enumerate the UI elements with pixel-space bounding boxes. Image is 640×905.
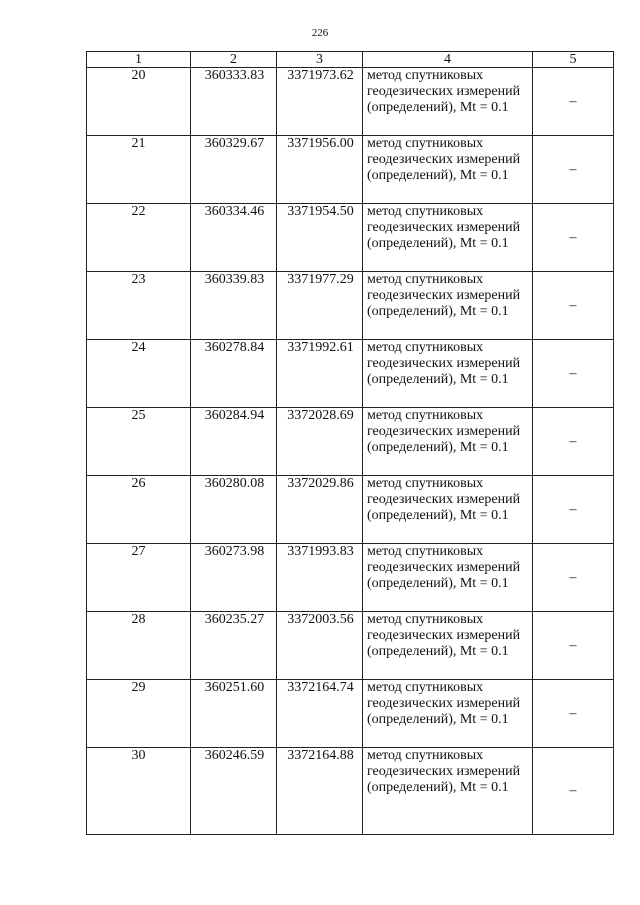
point-number: 23 (87, 272, 191, 340)
column-header-2: 2 (191, 52, 277, 68)
coordinate-y: 3372164.74 (277, 680, 363, 748)
method-description: метод спутниковых геодезических измерений (определений), Mt = 0.1 (363, 476, 533, 544)
coordinate-x: 360280.08 (191, 476, 277, 544)
coordinate-x: 360339.83 (191, 272, 277, 340)
coordinate-y: 3371977.29 (277, 272, 363, 340)
method-description: метод спутниковых геодезических измерений (определений), Mt = 0.1 (363, 272, 533, 340)
note-dash: – (533, 476, 614, 544)
note-dash: – (533, 136, 614, 204)
table-row (87, 748, 614, 835)
coordinate-y: 3371956.00 (277, 136, 363, 204)
method-description: метод спутниковых геодезических измерений (определений), Mt = 0.1 (363, 408, 533, 476)
column-header-4: 4 (363, 52, 533, 68)
table-row (87, 340, 614, 408)
coordinate-x: 360235.27 (191, 612, 277, 680)
point-number: 28 (87, 612, 191, 680)
column-header-3: 3 (277, 52, 363, 68)
table-header-row (87, 52, 614, 68)
method-description: метод спутниковых геодезических измерений (определений), Mt = 0.1 (363, 136, 533, 204)
note-dash: – (533, 680, 614, 748)
table-row (87, 204, 614, 272)
method-description: метод спутниковых геодезических измерений (определений), Mt = 0.1 (363, 544, 533, 612)
table-row (87, 476, 614, 544)
method-description: метод спутниковых геодезических измерений (определений), Mt = 0.1 (363, 204, 533, 272)
coordinate-x: 360329.67 (191, 136, 277, 204)
method-description: метод спутниковых геодезических измерений (определений), Mt = 0.1 (363, 612, 533, 680)
point-number: 20 (87, 68, 191, 136)
method-description: метод спутниковых геодезических измерений (определений), Mt = 0.1 (363, 680, 533, 748)
coordinate-y: 3372029.86 (277, 476, 363, 544)
point-number: 25 (87, 408, 191, 476)
point-number: 30 (87, 748, 191, 835)
table-row (87, 408, 614, 476)
table-body (87, 68, 614, 835)
point-number: 21 (87, 136, 191, 204)
coordinate-x: 360246.59 (191, 748, 277, 835)
point-number: 26 (87, 476, 191, 544)
coordinate-y: 3372164.88 (277, 748, 363, 835)
note-dash: – (533, 408, 614, 476)
coordinate-x: 360278.84 (191, 340, 277, 408)
note-dash: – (533, 748, 614, 835)
table-row (87, 680, 614, 748)
note-dash: – (533, 612, 614, 680)
table-row (87, 68, 614, 136)
coordinates-table (86, 51, 614, 835)
coordinate-y: 3371993.83 (277, 544, 363, 612)
point-number: 24 (87, 340, 191, 408)
note-dash: – (533, 204, 614, 272)
point-number: 29 (87, 680, 191, 748)
column-header-5: 5 (533, 52, 614, 68)
method-description: метод спутниковых геодезических измерений (определений), Mt = 0.1 (363, 68, 533, 136)
method-description: метод спутниковых геодезических измерений (определений), Mt = 0.1 (363, 748, 533, 835)
point-number: 22 (87, 204, 191, 272)
coordinate-y: 3372003.56 (277, 612, 363, 680)
note-dash: – (533, 340, 614, 408)
table-row (87, 272, 614, 340)
coordinate-y: 3371973.62 (277, 68, 363, 136)
coordinate-x: 360333.83 (191, 68, 277, 136)
table-row (87, 136, 614, 204)
coordinate-x: 360273.98 (191, 544, 277, 612)
note-dash: – (533, 544, 614, 612)
note-dash: – (533, 272, 614, 340)
page-number: 226 (311, 27, 329, 39)
table-row (87, 544, 614, 612)
coordinate-y: 3371992.61 (277, 340, 363, 408)
note-dash: – (533, 68, 614, 136)
table-row (87, 612, 614, 680)
coordinate-x: 360334.46 (191, 204, 277, 272)
coordinate-y: 3371954.50 (277, 204, 363, 272)
column-header-1: 1 (87, 52, 191, 68)
point-number: 27 (87, 544, 191, 612)
coordinate-x: 360284.94 (191, 408, 277, 476)
method-description: метод спутниковых геодезических измерений (определений), Mt = 0.1 (363, 340, 533, 408)
coordinate-x: 360251.60 (191, 680, 277, 748)
coordinate-y: 3372028.69 (277, 408, 363, 476)
